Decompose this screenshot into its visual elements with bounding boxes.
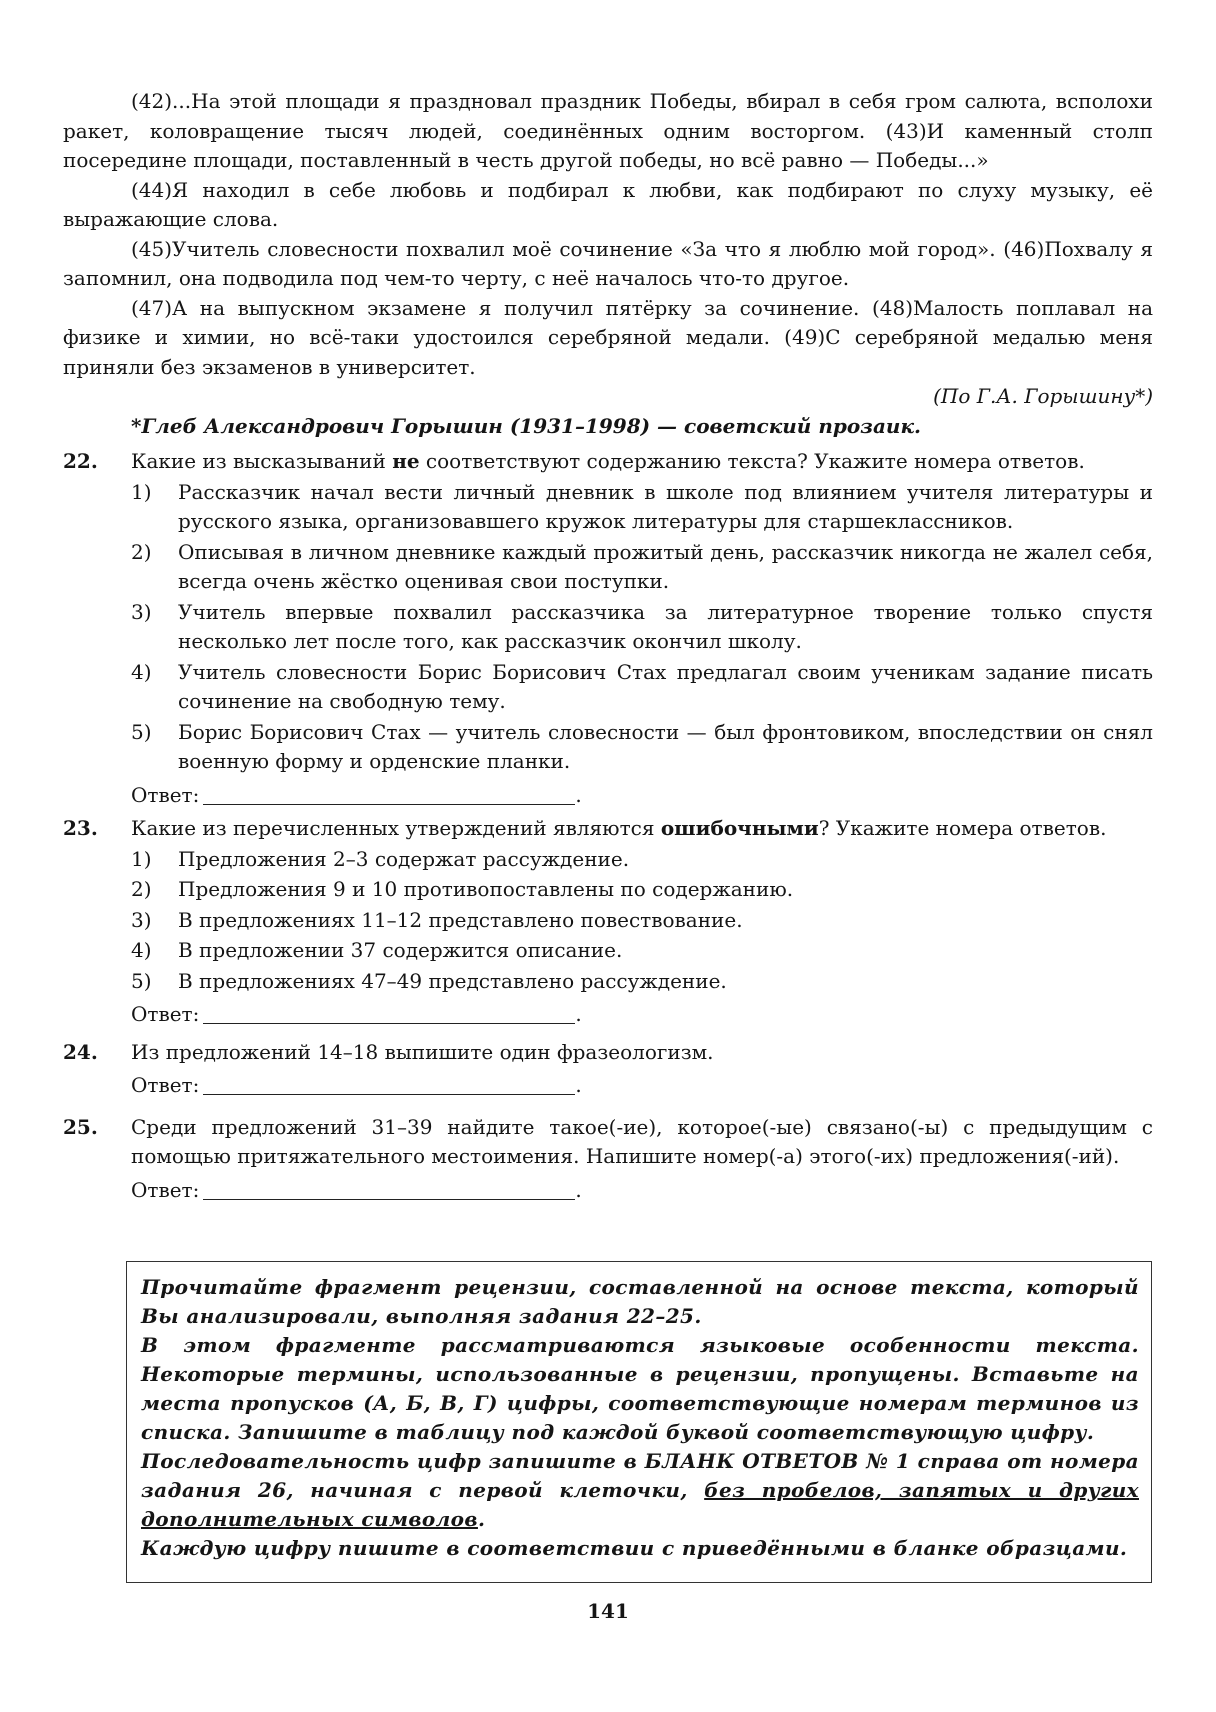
answer-blank[interactable]	[203, 1177, 575, 1200]
answer-option: 4) Учитель словесности Борис Борисович Стах предлагал своим ученикам задание писать сочинение на свободную тему.	[131, 659, 1153, 713]
task-question: Какие из высказываний не соответствуют содержанию текста? Укажите номера ответов.	[131, 449, 1085, 473]
answer-option: 4) В предложении 37 содержится описание.	[131, 938, 623, 962]
answer-option: 1) Рассказчик начал вести личный дневник в школе под влиянием учителя литературы и русского языка, организовавшего кружок литературы для старшеклассников.	[131, 479, 1153, 533]
answer-label: Ответ:	[131, 1177, 200, 1202]
text-paragraph: (44)Я находил в себе любовь и подбирал к любви, как подбирают по слуху музыку, её выражающие слова.	[63, 177, 1153, 231]
answer-row: Ответ: .	[131, 1073, 582, 1097]
answer-blank[interactable]	[203, 1001, 575, 1024]
answer-label: Ответ:	[131, 782, 200, 807]
answer-blank[interactable]	[203, 782, 575, 805]
instruction-box	[126, 1261, 1152, 1583]
task-number: 24.	[63, 1039, 98, 1064]
author-footnote: *Глеб Александрович Горышин (1931–1998) — советский прозаик.	[131, 413, 921, 438]
page-number: 141	[587, 1599, 629, 1623]
text-paragraph: (42)...На этой площади я праздновал праздник Победы, вбирал в себя гром салюта, всполохи ракет, коловращение тысяч людей, соединённых одним восторгом. (43)И каменный столп посередине площади, поставленный в честь другой победы, но всё равно — Победы...»	[63, 89, 1153, 172]
answer-blank[interactable]	[203, 1072, 575, 1095]
source-attribution: (По Г.А. Горышину*)	[933, 384, 1153, 408]
task-24	[63, 1038, 1153, 1101]
answer-label: Ответ:	[131, 1002, 200, 1026]
instruction-paragraph: В этом фрагменте рассматриваются языковые особенности текста. Некоторые термины, использованные в рецензии, пропущены. Вставьте на места пропусков (А, Б, В, Г) цифры, соответствующие номерам терминов из списка. Запишите в таблицу под каждой буквой соответствующую цифру.	[141, 1333, 1139, 1444]
answer-option: 5) Борис Борисович Стах — учитель словесности — был фронтовиком, впоследствии он снял военную форму и орденские планки.	[131, 719, 1153, 773]
answer-option: 2) Предложения 9 и 10 противопоставлены по содержанию.	[131, 877, 794, 901]
answer-option: 2) Описывая в личном дневнике каждый прожитый день, рассказчик никогда не жалел себя, всегда очень жёстко оценивая свои поступки.	[131, 539, 1153, 593]
instruction-paragraph: Прочитайте фрагмент рецензии, составленной на основе текста, который Вы анализировали, выполняя задания 22–25.	[141, 1275, 1139, 1328]
answer-option: 5) В предложениях 47–49 представлено рассуждение.	[131, 968, 727, 993]
instruction-paragraph: Каждую цифру пишите в соответствии с приведёнными в бланке образцами.	[141, 1536, 1128, 1560]
answer-label: Ответ:	[131, 1073, 200, 1097]
task-23	[63, 814, 1153, 1030]
answer-row: Ответ: .	[131, 782, 582, 807]
answer-option: 3) Учитель впервые похвалил рассказчика за литературное творение только спустя несколько лет после того, как рассказчик окончил школу.	[131, 599, 1153, 653]
task-number: 22.	[63, 449, 98, 473]
task-22	[63, 447, 1153, 810]
page-content	[63, 87, 1153, 1205]
text-paragraph: (45)Учитель словесности похвалил моё сочинение «За что я люблю мой город». (46)Похвалу я запомнил, она подводила под чем-то черту, с неё началось что-то другое.	[63, 236, 1153, 290]
answer-row: Ответ: .	[131, 1002, 582, 1026]
task-25	[63, 1113, 1153, 1206]
task-number: 25.	[63, 1114, 98, 1139]
question-emphasis: не	[392, 449, 420, 473]
question-emphasis: ошибочными	[660, 816, 819, 840]
task-number: 23.	[63, 816, 98, 840]
answer-option: 3) В предложениях 11–12 представлено повествование.	[131, 907, 743, 932]
task-question: Из предложений 14–18 выпишите один фразеологизм.	[131, 1039, 714, 1064]
underlined-note: без пробелов, запятых и других дополнительных символов	[141, 1478, 1139, 1531]
answer-option: 1) Предложения 2–3 содержат рассуждение.	[131, 846, 630, 871]
text-paragraph: (47)А на выпускном экзамене я получил пятёрку за сочинение. (48)Малость поплавал на физике и химии, но всё-таки удостоился серебряной медали. (49)С серебряной медалью меня приняли без экзаменов в университет.	[63, 295, 1153, 379]
task-question: Среди предложений 31–39 найдите такое(-ие), которое(-ые) связано(-ы) с предыдущим с помощью притяжательного местоимения. Напишите номер(-а) этого(-их) предложения(-ий).	[131, 1114, 1153, 1168]
answer-row: Ответ: .	[131, 1177, 582, 1202]
instruction-paragraph: Последовательность цифр запишите в БЛАНК ОТВЕТОВ № 1 справа от номера задания 26, начиная с первой клеточки, без пробелов, запятых и других дополнительных символов.	[141, 1449, 1139, 1531]
task-question: Какие из перечисленных утверждений являются ошибочными? Укажите номера ответов.	[131, 816, 1107, 840]
